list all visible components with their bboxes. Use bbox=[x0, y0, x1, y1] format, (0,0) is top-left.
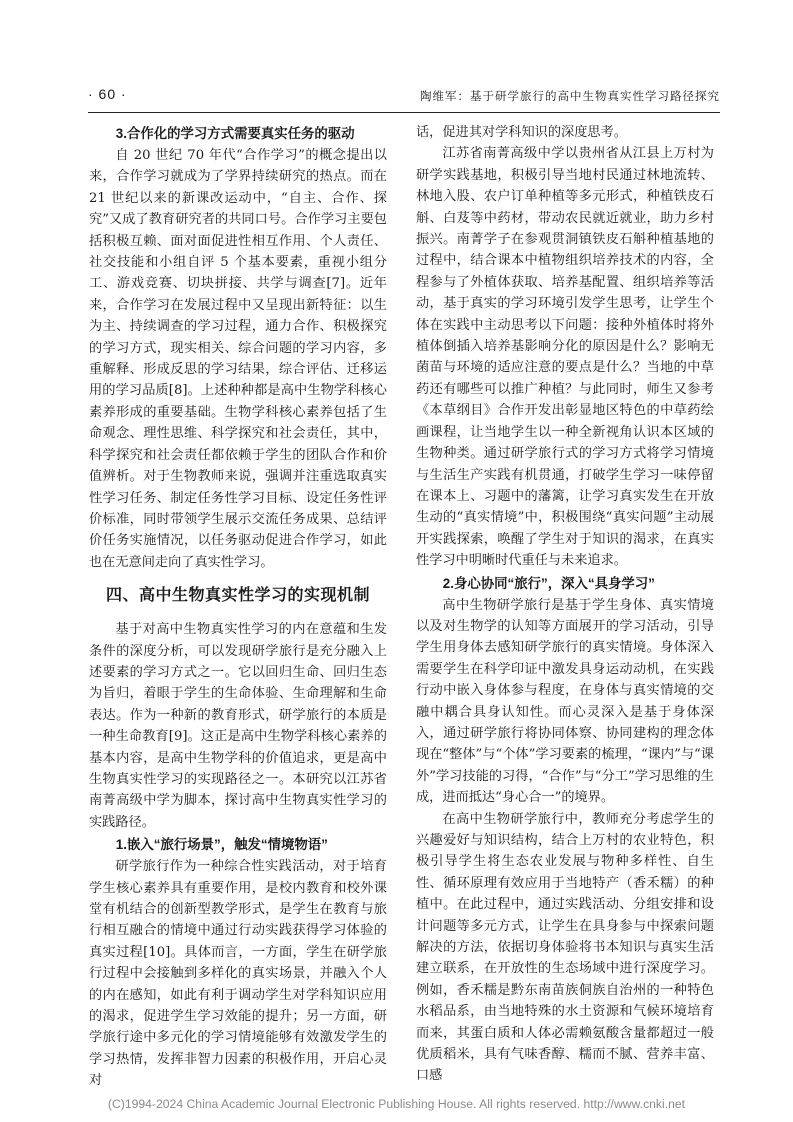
paragraph: 在高中生物研学旅行中，教师充分考虑学生的兴趣爱好与知识结构，结合上万村的农业特色，积极引导学生将生态农业发展与物种多样性、自生性、循环原理有效应用于当地特产（香禾糯）的种植中。在此过程中，通过实践活动、分组安排和设计问题等多元方式，让学生在具身参与中探索问题解决的方法，依据切身体验将书本知识与真实生活建立联系，在开放性的生态场域中进行深度学习。例如，香禾糯是黔东南苗族侗族自治州的一种特色水稻品系，由当地特殊的水土资源和气候环境培育而来，其蛋白质和人体必需赖氨酸含量都超过一般优质稻米，具有气味香醇、糯而不腻、营养丰富、口感 bbox=[416, 811, 714, 1084]
header-divider bbox=[88, 112, 720, 113]
left-column bbox=[89, 122, 387, 1092]
right-column bbox=[416, 122, 714, 1087]
subsection-heading-1: 1.嵌入“旅行场景”，触发“情境物语” bbox=[115, 837, 328, 853]
section-heading-4: 四、高中生物真实性学习的实现机制 bbox=[105, 587, 370, 605]
paragraph: 自 20 世纪 70 年代“合作学习”的概念提出以来，合作学习就成为了学界持续研究的热点。而在 21 世纪以来的新课改运动中，“自主、合作、探究”又成了教育研究者的共同口号。合作学习主要包括积极互赖、面对面促进性相互作用、个人责任、社交技能和小组自评 5 个基本要素，重视小组分工、游戏竞赛、切块拼接、共学与调查[7]。近年来，合作学习在发展过程中又呈现出新特征：以生为主、持续调查的学习过程，通力合作、积极探究的学习方式，现实相关、综合问题的学习内容，多重解释、形成反思的学习结果，综合评估、迁移运用的学习品质[8]。上述种种都是高中生物学科核心素养形成的重要基础。生物学科核心素养包括了生命观念、理性思维、科学探究和社会责任，其中，科学探究和社会责任都依赖于学生的团队合作和价值辨析。对于生物教师来说，强调并注重选取真实性学习任务、制定任务性学习目标、设定任务性评价标准，同时带领学生展示交流任务成果、总结评价任务实施情况，以任务驱动促进合作学习，如此也在无意间走向了真实性学习。 bbox=[89, 148, 387, 570]
subsection-heading-3: 3.合作化的学习方式需要真实任务的驱动 bbox=[115, 126, 355, 141]
page-number: · 60 · bbox=[88, 86, 127, 102]
subsection-heading-2: 2.身心协同“旅行”，深入“具身学习” bbox=[442, 575, 655, 591]
paragraph-continued: 话，促进其对学科知识的深度思考。 bbox=[416, 125, 627, 140]
paragraph: 基于对高中生物真实性学习的内在意蕴和生发条件的深度分析，可以发现研学旅行是充分融入上述要素的学习方式之一。它以回归生命、回归生态为旨归，着眼于学生的生命体验、生命理解和生命表达。作为一种新的教育形式，研学旅行的本质是一种生命教育[9]。这正是高中生物学科核心素养的基本内容，是高中生物学科的价值追求，更是高中生物真实性学习的实现路径之一。本研究以江苏省南菁高级中学为脚本，探讨高中生物真实性学习的实践路径。 bbox=[89, 622, 387, 830]
paragraph: 研学旅行作为一种综合性实践活动，对于培育学生核心素养具有重要作用，是校内教育和校外课堂有机结合的创新型教学形式，是学生在教育与旅行相互融合的情境中通过行动实践获得学习体验的真实过程[10]。具体而言，一方面，学生在研学旅行过程中会接触到多样化的真实场景，并融入个人的内在感知，如此有利于调动学生对学科知识应用的渴求，促进学生学习效能的提升；另一方面，研学旅行途中多元化的学习情境能够有效激发学生的学习热情，发挥非智力因素的积极作用，开启心灵对 bbox=[89, 859, 387, 1089]
paragraph: 高中生物研学旅行是基于学生身体、真实情境以及对生物学的认知等方面展开的学习活动，引导学生用身体去感知研学旅行的真实情境。身体深入需要学生在科学印证中激发具身运动动机，在实践行动中嵌入身体参与程度，在身体与真实情境的交融中耦合具身认知性。而心灵深入是基于身体深入，通过研学旅行将协同体察、协同建构的理念体现在“整体”与“个体”学习要素的梳理，“课内”与“课外”学习技能的习得，“合作”与“分工”学习思维的生成，进而抵达“身心合一”的境界。 bbox=[416, 597, 714, 806]
page-header bbox=[88, 86, 720, 108]
copyright-footer: (C)1994-2024 China Academic Journal Electronic Publishing House. All rights reserved. http://www.cnki.net bbox=[107, 1097, 686, 1111]
paragraph: 江苏省南菁高级中学以贵州省从江县上万村为研学实践基地，积极引导当地村民通过林地流转、林地入股、农户订单种植等多元形式，种植铁皮石斛、白芨等中药材，带动农民就近就业，助力乡村振兴。南菁学子在参观贯洞镇铁皮石斛种植基地的过程中，结合课本中植物组织培养技术的内容，全程参与了外植体获取、培养基配置、组织培养等活动，基于真实的学习环境引发学生思考，让学生个体在实践中主动思考以下问题：接种外植体时将外植体倒插入培养基影响分化的原因是什么？影响无菌苗与环境的适应注意的要点是什么？当地的中草药还有哪些可以推广种植？与此同时，师生又参考《本草纲目》合作开发出彰显地区特色的中草药绘画课程，让当地学生以一种全新视角认识本区域的生物种类。通过研学旅行式的学习方式将学习情境与生活生产实践有机贯通，打破学生学习一味停留在课本上、习题中的藩篱，让学习真实发生在开放生动的“真实情境”中，积极围绕“真实问题”主动展开实践探索，唤醒了学生对于知识的渴求，在真实性学习中明晰时代重任与未来追求。 bbox=[416, 146, 714, 569]
running-title: 陶维军：基于研学旅行的高中生物真实性学习路径探究 bbox=[420, 91, 720, 103]
